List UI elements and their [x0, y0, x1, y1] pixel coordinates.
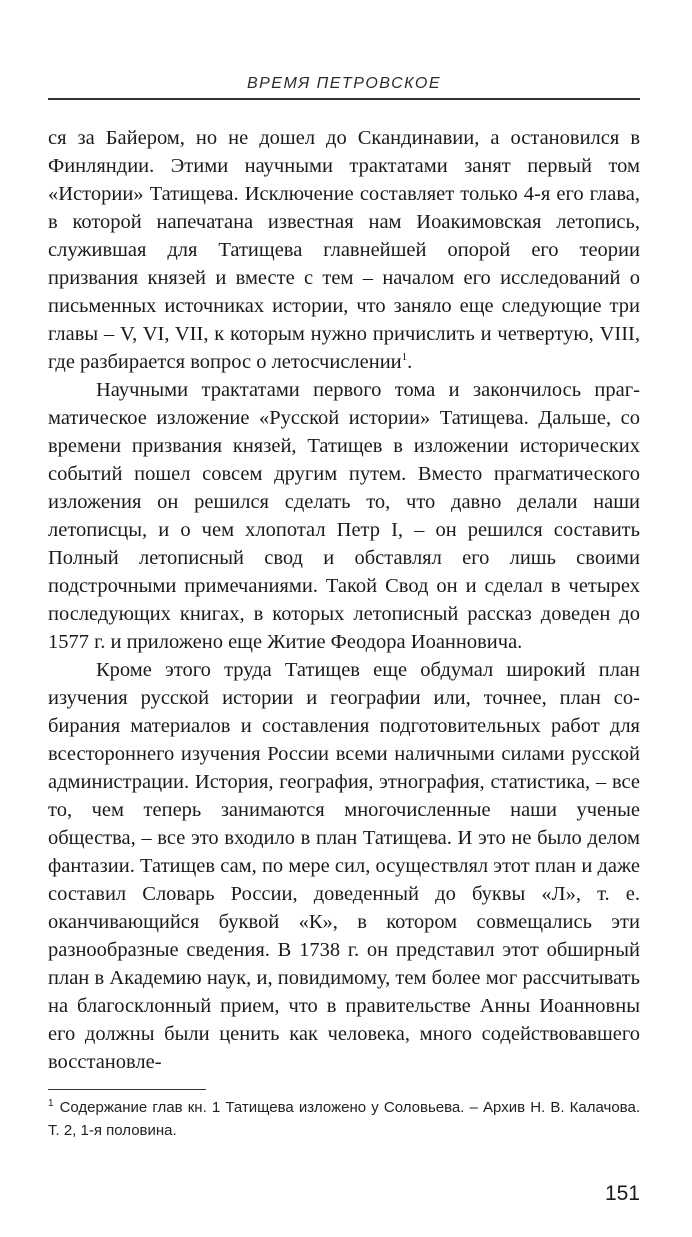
- book-page: [48, 0, 640, 1237]
- footnote-mark: 1: [48, 1098, 54, 1109]
- page-number: 151: [604, 1182, 640, 1205]
- paragraph-3: Кроме этого труда Татищев еще обдумал широкий план изучения русской истории и географии или, точнее, план собирания материалов и составления подготовительных работ для всестороннего изучения России всеми наличными силами русской администрации. История, география, этнография, статистика, – все то, чем теперь занимаются многочисленные наши ученые общества, – все это входило в план Татищева. И это не было делом фантазии. Татищев сам, по мере сил, осуществлял этот план и даже составил Словарь России, доведенный до буквы «Л», т. е. оканчивающийся буквой «К», в котором совмещались эти разнообразные сведения. В 1738 г. он представил этот обширный план в Академию наук, и, повидимому, тем более мог рассчитывать на благосклонный прием, что в правительстве Анны Иоанновны его должны были ценить как человека, много содействовавшего восстановле-: [48, 659, 640, 1073]
- footnote-rule: [48, 1089, 206, 1090]
- paragraph-1-text: ся за Байером, но не дошел до Скандинавии, а остановился в Финляндии. Этими научными трактатами занят первый том «Истории» Татищева. Исключение составляет только 4-я его глава, в которой напечатана известная нам Иоакимовская летопись, служившая для Татищева главнейшей опорой его теории призвания князей и вместе с тем – началом его исследований о письменных источниках истории, что заняло еще следующие три главы – V, VI, VII, к которым нужно причислить и четвертую, VIII, где разбирается вопрос о летосчислении: [48, 127, 640, 373]
- header-rule: [48, 98, 640, 100]
- footnote: [48, 1096, 640, 1142]
- paragraph-2: Научными трактатами первого тома и закончилось прагматическое изложение «Русской истории» Татищева. Дальше, со времени призвания князей, Татищев в изложении исторических событий пошел совсем другим путем. Вместо прагматического изложения он решился сделать то, что давно делали наши летописцы, и о чем хлопотал Петр I, – он решился составить Полный летописный свод и обставлял его лишь своими подстрочными примечаниями. Такой Свод он и сделал в четырех последующих книгах, в которых летописный рассказ доведен до 1577 г. и приложено еще Житие Феодора Иоанновича.: [48, 379, 640, 653]
- footnote-text: Содержание глав кн. 1 Татищева изложено у Соловьева. – Архив Н. В. Калачова. Т. 2, 1-я половина.: [48, 1099, 640, 1139]
- running-head: ВРЕМЯ ПЕТРОВСКОЕ: [246, 75, 442, 92]
- main-text: [48, 124, 640, 1076]
- footnote-reference[interactable]: 1: [401, 351, 408, 364]
- paragraph-1: ся за Байером, но не дошел до Скандинавии, а остановился в Финляндии. Этими научными трактатами занят первый том «Истории» Татищева. Исключение составляет только 4-я его глава, в которой напечатана известная нам Иоакимовская летопись, служившая для Татищева главнейшей опорой его теории призвания князей и вместе с тем – началом его исследований о письменных источниках истории, что заняло еще следующие три главы – V, VI, VII, к которым нужно причислить и четвертую, VIII, где разбирается вопрос о летосчислении$^1$.: [48, 127, 640, 373]
